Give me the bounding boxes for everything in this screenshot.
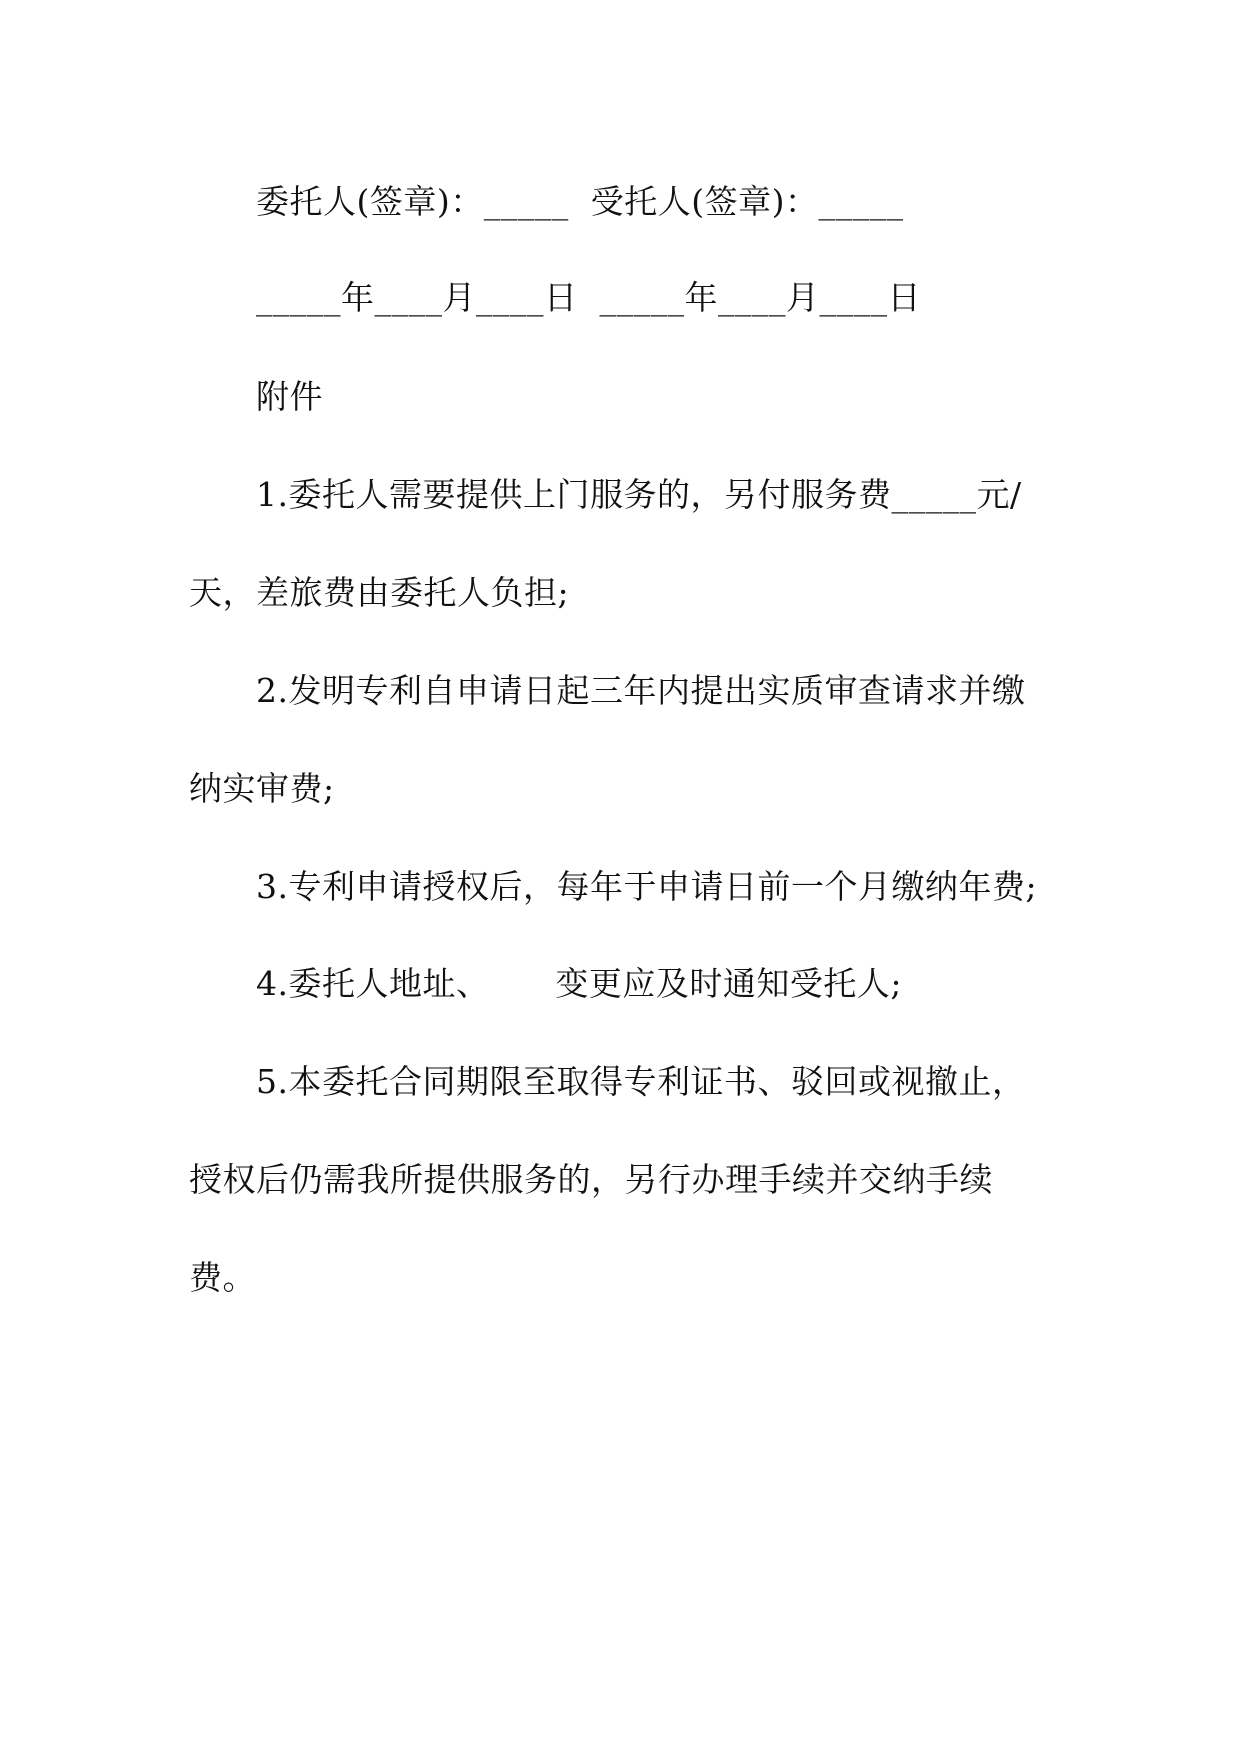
annex-item-1-line-1: 1.委托人需要提供上门服务的，另付服务费_____元/ — [256, 475, 1022, 514]
annex-item-5-line-3: 费。 — [189, 1258, 256, 1297]
annex-item-1-line-2: 天，差旅费由委托人负担; — [189, 573, 570, 612]
annex-item-2-line-1: 2.发明专利自申请日起三年内提出实质审查请求并缴 — [256, 671, 1026, 710]
annex-item-2-line-2: 纳实审费; — [189, 769, 335, 808]
annex-item-5-line-2: 授权后仍需我所提供服务的，另行办理手续并交纳手续 — [189, 1160, 993, 1199]
annex-item-3-line-1: 3.专利申请授权后，每年于申请日前一个月缴纳年费; — [256, 867, 1038, 906]
date-line: _____年____月____日 _____年____月____日 — [256, 278, 921, 317]
annex-item-4-line-1: 4.委托人地址、 变更应及时通知受托人; — [256, 964, 903, 1003]
annex-heading: 附件 — [256, 377, 323, 416]
annex-item-5-line-1: 5.本委托合同期限至取得专利证书、驳回或视撤止， — [256, 1062, 1026, 1101]
signature-line: 委托人(签章)：_____ 受托人(签章)：_____ — [256, 182, 904, 221]
